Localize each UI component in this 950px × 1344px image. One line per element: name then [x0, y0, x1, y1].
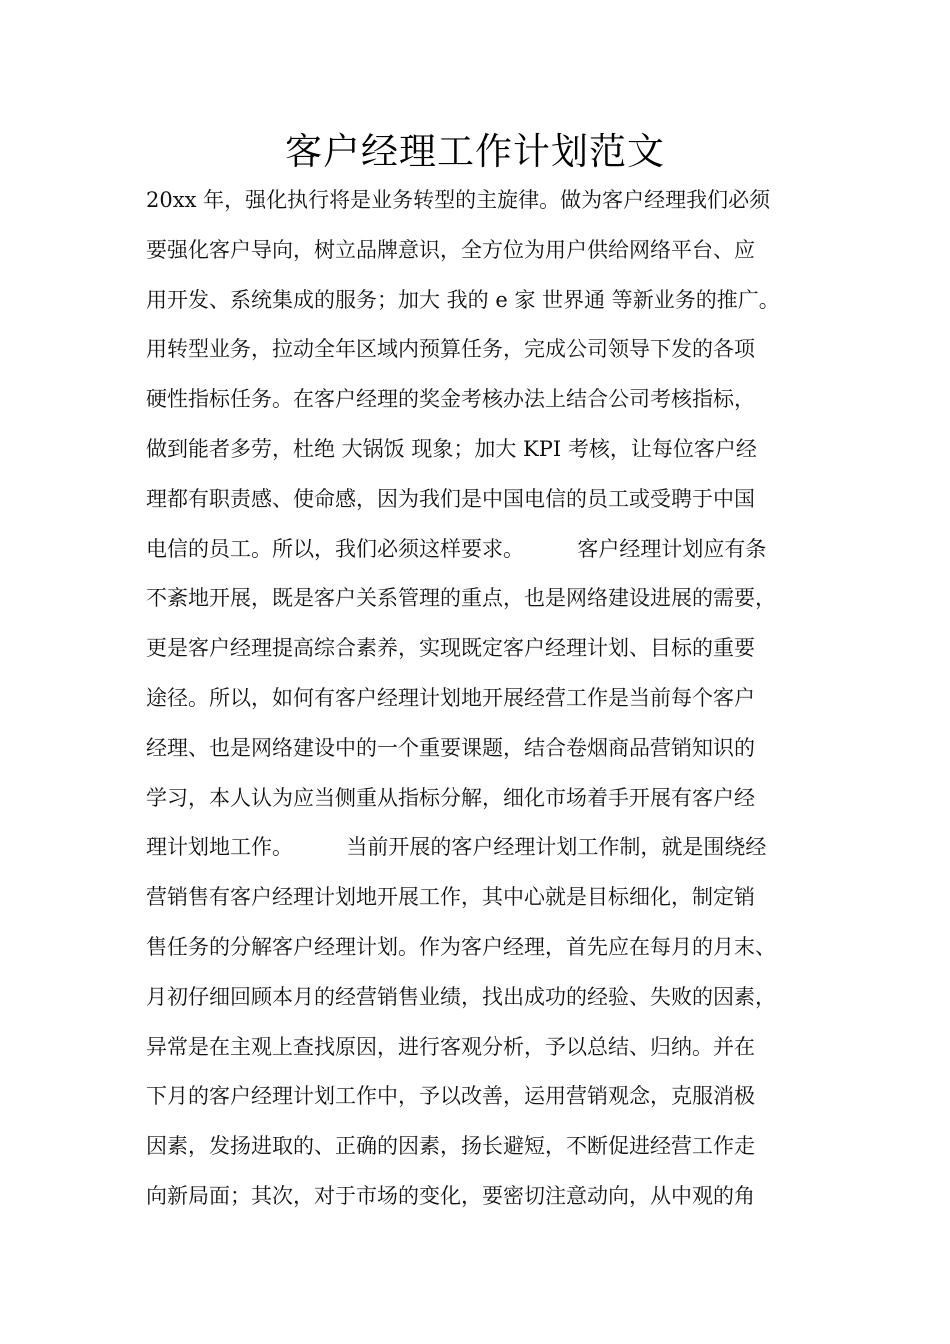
- body-line: 营销售有客户经理计划地开展工作，其中心就是目标细化，制定销: [146, 885, 755, 910]
- body-line: 不紊地开展，既是客户关系管理的重点，也是网络建设进展的需要，: [146, 586, 776, 611]
- body-line: 用开发、系统集成的服务；加大 我的 e 家 世界通 等新业务的推广。: [146, 287, 780, 312]
- body-line: 做到能者多劳，杜绝 大锅饭 现象；加大 KPI 考核，让每位客户经: [146, 436, 757, 461]
- body-line: 下月的客户经理计划工作中，予以改善，运用营销观念，克服消极: [146, 1084, 755, 1109]
- body-line: 电信的员工。所以，我们必须这样要求。 客户经理计划应有条: [146, 536, 767, 561]
- body-line: 售任务的分解客户经理计划。作为客户经理，首先应在每月的月末、: [146, 934, 776, 959]
- body-line: 学习，本人认为应当侧重从指标分解，细化市场着手开展有客户经: [146, 785, 755, 810]
- body-line: 向新局面；其次，对于市场的变化，要密切注意动向，从中观的角: [146, 1183, 755, 1208]
- body-line: 理都有职责感、使命感，因为我们是中国电信的员工或受聘于中国: [146, 486, 755, 511]
- body-line: 途径。所以，如何有客户经理计划地开展经营工作是当前每个客户: [146, 685, 755, 710]
- document-title: 客户经理工作计划范文: [285, 130, 665, 173]
- body-line: 更是客户经理提高综合素养，实现既定客户经理计划、目标的重要: [146, 636, 755, 661]
- body-line: 用转型业务，拉动全年区域内预算任务，完成公司领导下发的各项: [146, 337, 755, 362]
- body-line: 月初仔细回顾本月的经营销售业绩，找出成功的经验、失败的因素，: [146, 984, 776, 1009]
- body-line: 理计划地工作。 当前开展的客户经理计划工作制，就是围绕经: [146, 835, 767, 860]
- document-body: [146, 178, 836, 1224]
- body-line: 20xx 年，强化执行将是业务转型的主旋律。做为客户经理我们必须: [146, 188, 771, 212]
- body-line: 硬性指标任务。在客户经理的奖金考核办法上结合公司考核指标，: [146, 387, 755, 412]
- body-line: 因素，发扬进取的、正确的因素，扬长避短，不断促进经营工作走: [146, 1134, 755, 1159]
- body-line: 要强化客户导向，树立品牌意识，全方位为用户供给网络平台、应: [146, 237, 755, 262]
- body-line: 经理、也是网络建设中的一个重要课题，结合卷烟商品营销知识的: [146, 735, 755, 760]
- body-line: 异常是在主观上查找原因，进行客观分析，予以总结、归纳。并在: [146, 1034, 755, 1059]
